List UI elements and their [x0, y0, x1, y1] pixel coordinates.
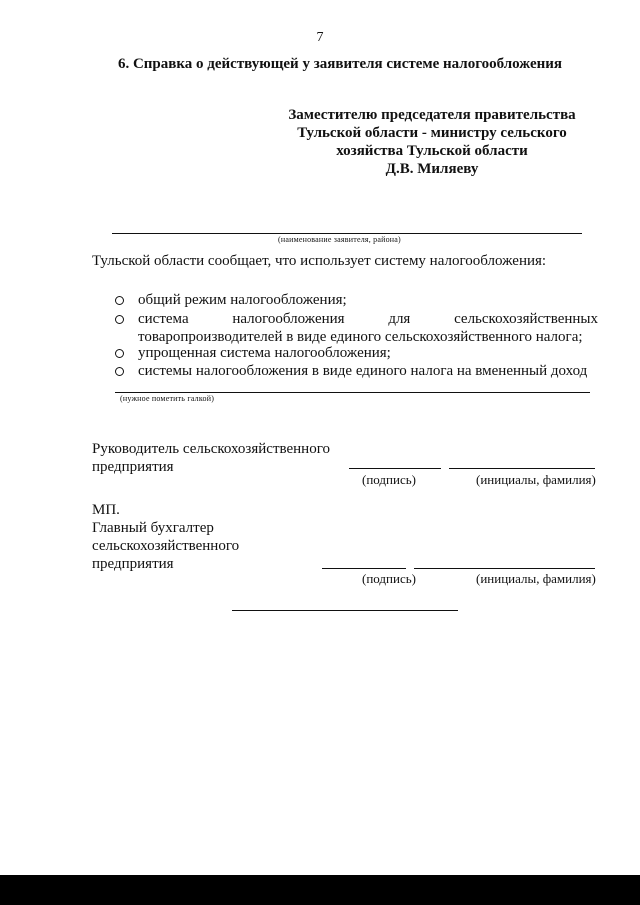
circle-bullet-icon[interactable] — [115, 367, 124, 376]
circle-bullet-icon[interactable] — [115, 349, 124, 358]
accountant-name-line[interactable] — [414, 568, 595, 569]
option-word: для — [388, 311, 411, 327]
accountant-label-line-1: Главный бухгалтер — [92, 520, 214, 536]
head-signature-line[interactable] — [349, 468, 441, 469]
statement-text: Тульской области сообщает, что использует систему налогообложения: — [92, 253, 547, 269]
option-label: общий режим налогообложения; — [138, 292, 347, 308]
circle-bullet-icon[interactable] — [115, 315, 124, 324]
head-label-line-1: Руководитель сельскохозяйственного — [92, 441, 330, 457]
check-caption: (нужное пометить галкой) — [120, 394, 215, 403]
option-label-line-1 — [138, 311, 598, 328]
option-word: налогообложения — [232, 311, 345, 327]
addressee-block — [262, 106, 602, 178]
option-label: упрощенная система налогообложения; — [138, 345, 391, 361]
circle-bullet-icon[interactable] — [115, 296, 124, 305]
section-title: 6. Справка о действующей у заявителя системе налогообложения — [117, 56, 563, 72]
scan-border — [0, 875, 640, 905]
addressee-line-4: Д.В. Миляеву — [385, 161, 479, 177]
accountant-label-line-3: предприятия — [92, 556, 174, 572]
addressee-line-3: хозяйства Тульской области — [336, 143, 528, 159]
page-number: 7 — [316, 30, 324, 45]
option-label: системы налогообложения в виде единого налога на вмененный доход — [138, 363, 588, 379]
option-word: сельскохозяйственных — [454, 311, 598, 327]
option-word: система — [138, 311, 189, 327]
closing-divider — [232, 610, 458, 611]
head-name-caption: (инициалы, фамилия) — [476, 472, 596, 487]
accountant-name-caption: (инициалы, фамилия) — [476, 571, 596, 586]
addressee-line-1: Заместителю председателя правительства — [288, 107, 576, 123]
option-underline — [115, 392, 590, 393]
head-label-line-2: предприятия — [92, 459, 174, 475]
accountant-signature-line[interactable] — [322, 568, 406, 569]
accountant-label-line-2: сельскохозяйственного — [92, 538, 240, 554]
option-label-line-2: товаропроизводителей в виде единого сельскохозяйственного налога; — [138, 329, 583, 345]
applicant-name-line[interactable] — [112, 233, 582, 234]
head-signature-caption: (подпись) — [362, 472, 416, 487]
accountant-signature-caption: (подпись) — [362, 571, 416, 586]
option-general-regime[interactable] — [115, 292, 605, 312]
addressee-line-2: Тульской области - министру сельского — [297, 125, 567, 141]
option-imputed-income-tax[interactable] — [115, 363, 605, 383]
option-simplified-system[interactable] — [115, 345, 605, 365]
applicant-caption: (наименование заявителя, района) — [278, 235, 401, 244]
stamp-label: МП. — [92, 502, 120, 518]
head-name-line[interactable] — [449, 468, 595, 469]
